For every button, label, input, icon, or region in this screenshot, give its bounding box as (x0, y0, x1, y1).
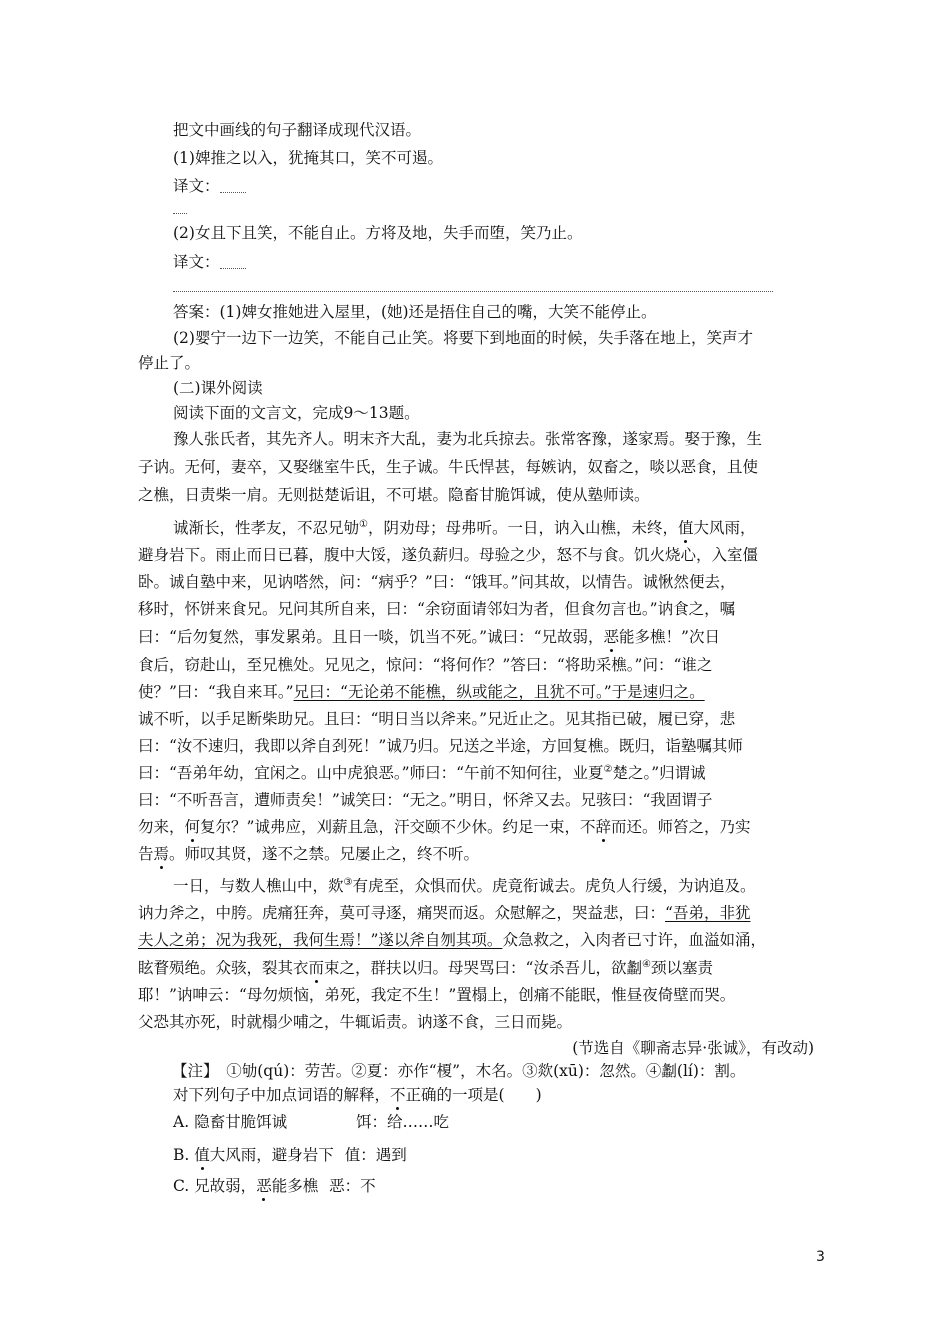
question-stem (173, 1084, 542, 1106)
passage-line (138, 626, 720, 648)
answer-2-cont: 停止了。 (138, 354, 201, 372)
source-citation: (节选自《聊斋志异·张诚》，有改动) (572, 1039, 814, 1057)
dotted-word: 何 (184, 818, 201, 836)
translation-label: 译文： (173, 253, 220, 271)
option-a[interactable] (173, 1111, 449, 1133)
footnote-marker: ② (603, 763, 613, 775)
passage-line: 子讷。无何，妻卒，又娶继室牛氏，生子诚。牛氏悍甚，每嫉讷，奴畜之，啖以恶食，且使 (138, 458, 759, 476)
text-span: 一日，与数人樵山中，欻 (173, 877, 344, 895)
passage-line: 诚不听，以手足断柴助兄。且曰：“明日当以斧来。”兄近止之。见其指已破，履已穿，悲 (138, 710, 736, 728)
question-2: (2)女且下且笑，不能自止。方将及地，失手而堕，笑乃止。 (173, 224, 583, 242)
passage-line: 父恐其亦死，时就榻少哺之，牛辄诟责。讷遂不食，三日而毙。 (138, 1013, 573, 1031)
dotted-word: 不 (390, 1086, 406, 1104)
passage-line (138, 681, 705, 703)
footnote-marker: ① (359, 518, 368, 530)
text-span: 众急救之，入肉者已寸许，血溢如涌， (502, 931, 766, 949)
text-span: 勿来， (138, 818, 185, 836)
option-label: B. (173, 1146, 190, 1164)
dotted-word: 值 (678, 519, 694, 537)
answer-blank-line (173, 291, 773, 292)
annotation-note: 【注】 ①劬(qú)：劳苦。②夏：亦作“榎”，木名。③欻(xū)：忽然。④劙(lí)：割。 (172, 1062, 746, 1080)
text-span: 对下列句子中加点词语的解释， (173, 1086, 391, 1104)
text-span: 曰：“吾弟年幼，宜闲之。山中虎狼恶。”师曰：“午前不知何往，业夏 (138, 764, 604, 782)
text-span: 眩瞀殒绝。众骇，裂其衣 (138, 959, 309, 977)
answer-blank (220, 254, 246, 269)
dotted-word: 值 (194, 1146, 210, 1164)
text-span: 告 (138, 845, 154, 863)
text-span: 正确的一项是( ) (405, 1086, 542, 1104)
page-number: 3 (816, 1249, 825, 1265)
section-title: (二)课外阅读 (173, 379, 263, 397)
answer-blank (173, 213, 187, 214)
passage-line (138, 902, 750, 924)
passage-line: 食后，窃赴山，至兄樵处。兄见之，惊问：“将何作？”答曰：“将助采樵。”问：“谁之 (138, 656, 713, 674)
text-span: 有虎至，众惧而伏。虎竟衔诚去。虎负人行缓，为讷追及。 (352, 877, 756, 895)
passage-line: 避身岩下。雨止而日已暮，腹中大馁，遂负薪归。母验之少，怒不与食。饥火烧心，入室僵 (138, 546, 759, 564)
dotted-word: 辞 (595, 818, 611, 836)
reading-instruction: 阅读下面的文言文，完成9～13题。 (173, 404, 420, 422)
option-gloss: 值：遇到 (344, 1146, 407, 1164)
passage-line (138, 843, 479, 865)
translation-line-2 (173, 251, 246, 273)
text-span: 颈以塞责 (650, 959, 713, 977)
option-text: 能多樵 (271, 1177, 319, 1195)
answer-2: (2)婴宁一边下一边笑，不能自己止笑。将要下到地面的时候，失手落在地上，笑声才 (173, 329, 753, 347)
passage-line: 曰：“汝不速归，我即以斧自刭死！”诚乃归。兄送之半途，方回复樵。既归，诣塾嘱其师 (138, 737, 743, 755)
text-span: 大风雨， (693, 519, 756, 537)
passage-line (173, 517, 756, 539)
option-text: 兄故弱， (194, 1177, 257, 1195)
translation-line-1 (173, 175, 246, 197)
text-span: 使？”曰：“我自来耳。” (138, 683, 294, 701)
option-text: 隐畜甘脆饵诚 (194, 1113, 288, 1131)
option-label: C. (173, 1177, 190, 1195)
text-span: 讷力斧之，中胯。虎痛狂奔，莫可寻逐，痛哭而返。众慰解之，哭益悲，曰： (138, 904, 666, 922)
text-span: 而还。师笞之，乃实 (610, 818, 751, 836)
translation-label: 译文： (173, 177, 220, 195)
option-gloss: 饵：给……吃 (356, 1113, 450, 1131)
option-c[interactable] (173, 1175, 376, 1197)
footnote-marker: ④ (641, 958, 651, 970)
underlined-sentence: “吾弟，非犹 (665, 904, 751, 922)
answer-1: 答案：(1)婢女推她进入屋里，(她)还是捂住自己的嘴，大笑不能停止。 (173, 303, 657, 321)
text-span: 楚之。”归谓诚 (612, 764, 706, 782)
underlined-sentence: 夫人之弟；况为我死，我何生焉！”遂以斧自刎其项。 (138, 931, 503, 949)
dotted-word: 恶 (603, 628, 620, 646)
passage-line: 曰：“不听吾言，遭师责矣！”诚笑曰：“无之。”明日，怀斧又去。兄骇曰：“我固谓子 (138, 791, 713, 809)
passage-line (138, 816, 751, 838)
text-span: 束之，群扶以归。母哭骂曰：“汝杀吾儿，欲劙 (324, 959, 642, 977)
option-text: 大风雨，避身岩下 (209, 1146, 334, 1164)
text-span: 曰：“后勿复然，事发累弟。且日一啖，饥当不死。”诚曰：“兄故弱， (138, 628, 604, 646)
dotted-word: 焉 (153, 845, 170, 863)
option-label: A. (173, 1113, 190, 1131)
passage-line (138, 957, 713, 979)
passage-line (138, 762, 706, 784)
translation-instruction: 把文中画线的句子翻译成现代汉语。 (173, 121, 422, 139)
option-b[interactable] (173, 1144, 407, 1166)
dotted-word: 恶 (256, 1177, 272, 1195)
question-1: (1)婢推之以入，犹掩其口，笑不可遏。 (173, 149, 443, 167)
text-span: ，阴劝母；母弗听。一日，讷入山樵，未终， (367, 519, 678, 537)
footnote-marker: ③ (343, 876, 353, 888)
underlined-sentence: 兄曰：“无论弟不能樵，纵或能之，且犹不可。”于是速归之。 (293, 683, 705, 701)
passage-line: 豫人张氏者，其先齐人。明末齐大乱，妻为北兵掠去。张常客豫，遂家焉。娶于豫，生 (173, 430, 763, 448)
dotted-word: 而 (308, 959, 325, 977)
text-span: 诚渐长，性孝友，不忍兄劬 (173, 519, 360, 537)
text-span: 。师叹其贤，遂不之禁。兄屡止之，终不听。 (169, 845, 480, 863)
option-gloss: 恶：不 (329, 1177, 376, 1195)
passage-line: 之樵，日责柴一肩。无则挞楚诟诅，不可堪。隐畜甘脆饵诚，使从塾师读。 (138, 486, 650, 504)
text-span: 复尔？”诚弗应，刈薪且急，汗交颐不少休。约足一束，不 (200, 818, 596, 836)
passage-line: 移时，怀饼来食兄。兄问其所自来，曰：“余窃面请邻妇为者，但食勿言也。”讷食之，嘱 (138, 600, 736, 618)
passage-line: 耶！”讷呻云：“母勿烦恼，弟死，我定不生！”置榻上，创痛不能眠，惟昼夜倚壁而哭。 (138, 986, 736, 1004)
answer-blank (220, 178, 246, 193)
passage-line (138, 929, 766, 951)
passage-line (173, 875, 756, 897)
passage-line: 卧。诚自塾中来，见讷嗒然，问：“病乎？”曰：“饿耳。”问其故，以情告。诚愀然便去， (138, 573, 736, 591)
text-span: 能多樵！”次日 (619, 628, 720, 646)
